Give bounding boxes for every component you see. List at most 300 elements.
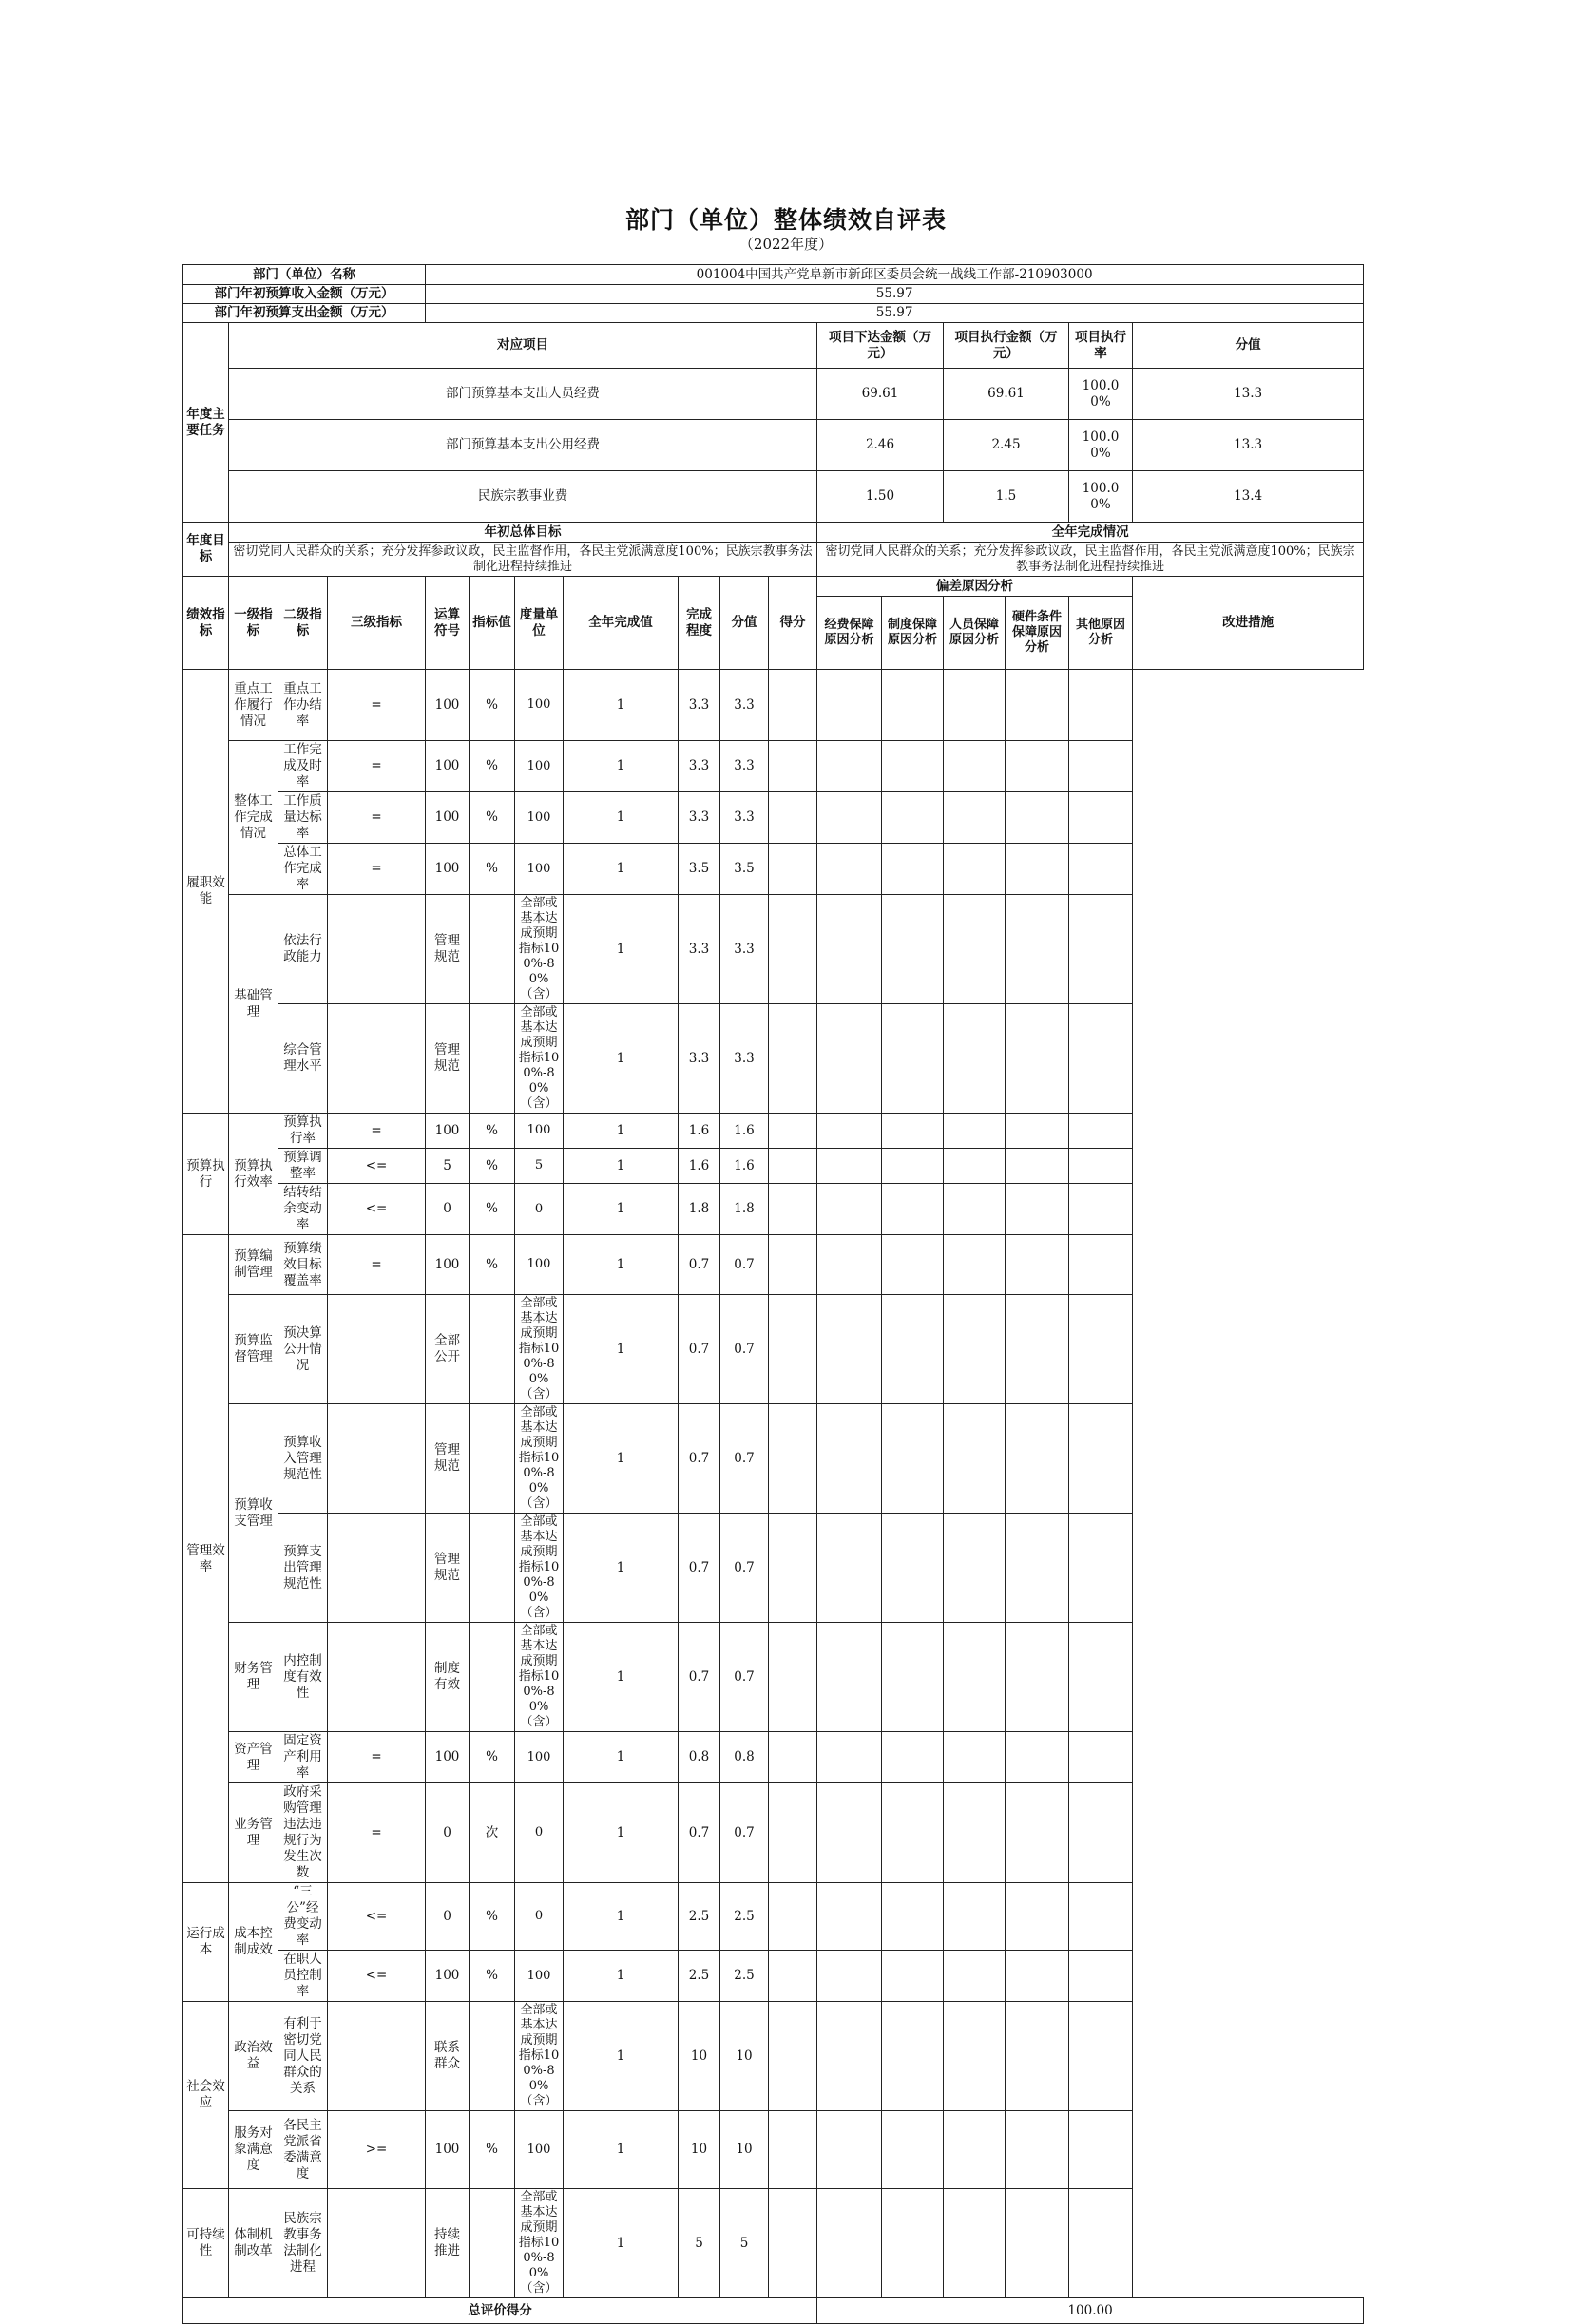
task-score-value: 13.3 (1133, 369, 1364, 420)
goals-completion-text: 密切党同人民群众的关系；充分发挥参政议政，民主监督作用，各民主党派满意度100%；民族宗教事务法制化进程持续推进 (817, 543, 1364, 577)
system-cell (817, 1235, 882, 1295)
system-cell (817, 1951, 882, 2002)
indicator-row (183, 1184, 1364, 1235)
completion-value-cell: 全部或基本达成预期指标100%-80%（含） (515, 2189, 564, 2298)
indicator-row (183, 670, 1364, 741)
target-cell: 0 (426, 1883, 470, 1951)
indicator-row (183, 895, 1364, 1004)
level2-cell: 预算收支管理 (229, 1404, 278, 1623)
operator-cell (328, 1004, 426, 1114)
level3-cell: 有利于密切党同人民群众的关系 (278, 2002, 328, 2111)
unit-cell: % (470, 741, 515, 792)
task-rate: 100.00% (1069, 369, 1133, 420)
operator-cell: = (328, 792, 426, 844)
completion-degree-cell: 1 (564, 1235, 679, 1295)
budget-income-value: 55.97 (426, 285, 1364, 304)
target-cell: 0 (426, 1184, 470, 1235)
improvement-cell (1069, 1295, 1133, 1404)
hardware-cell (944, 1149, 1006, 1184)
completion-value-cell: 0 (515, 1184, 564, 1235)
unit-cell: % (470, 1149, 515, 1184)
operator-cell: = (328, 1783, 426, 1883)
score-value-cell: 3.3 (679, 1004, 720, 1114)
completion-degree-cell: 1 (564, 2189, 679, 2298)
hardware-cell (944, 1235, 1006, 1295)
col-completion-value: 全年完成值 (564, 577, 679, 670)
other-cell (1006, 1951, 1069, 2002)
hardware-cell (944, 1295, 1006, 1404)
score-cell: 3.3 (720, 792, 769, 844)
funding-cell (769, 2189, 817, 2298)
completion-degree-cell: 1 (564, 1114, 679, 1149)
hardware-cell (944, 2111, 1006, 2189)
level3-cell: 预算收入管理规范性 (278, 1404, 328, 1514)
task-rate: 100.00% (1069, 420, 1133, 471)
funding-cell (769, 741, 817, 792)
funding-cell (769, 1883, 817, 1951)
operator-cell (328, 1514, 426, 1623)
improvement-cell (1069, 1114, 1133, 1149)
level2-cell: 成本控制成效 (229, 1883, 278, 2002)
goals-completion-header: 全年完成情况 (817, 523, 1364, 543)
other-cell (1006, 741, 1069, 792)
level3-cell: “三公”经费变动率 (278, 1883, 328, 1951)
score-value-cell: 2.5 (679, 1951, 720, 2002)
budget-income-label: 部门年初预算收入金额（万元） (183, 285, 426, 304)
other-cell (1006, 895, 1069, 1004)
completion-degree-cell: 1 (564, 1514, 679, 1623)
improvement-cell (1069, 1404, 1133, 1514)
target-cell: 5 (426, 1149, 470, 1184)
unit-cell: % (470, 2111, 515, 2189)
other-cell (1006, 1623, 1069, 1732)
score-cell: 0.7 (720, 1623, 769, 1732)
level2-cell: 预算监督管理 (229, 1295, 278, 1404)
completion-degree-cell: 1 (564, 670, 679, 741)
target-cell: 管理规范 (426, 1514, 470, 1623)
target-cell: 制度有效 (426, 1623, 470, 1732)
system-cell (817, 1623, 882, 1732)
level1-cell: 履职效能 (183, 670, 229, 1114)
goals-initial-header: 年初总体目标 (229, 523, 817, 543)
task-score-value: 13.3 (1133, 420, 1364, 471)
funding-cell (769, 2111, 817, 2189)
improvement-cell (1069, 1951, 1133, 2002)
level2-cell: 业务管理 (229, 1783, 278, 1883)
improvement-cell (1069, 741, 1133, 792)
col-operator: 运算符号 (426, 577, 470, 670)
target-cell: 管理规范 (426, 1004, 470, 1114)
hardware-cell (944, 741, 1006, 792)
target-cell: 100 (426, 1114, 470, 1149)
funding-cell (769, 2002, 817, 2111)
target-cell: 管理规范 (426, 1404, 470, 1514)
task-row (183, 420, 1364, 471)
target-cell: 100 (426, 844, 470, 895)
other-cell (1006, 1149, 1069, 1184)
completion-value-cell: 100 (515, 741, 564, 792)
goals-initial-text: 密切党同人民群众的关系；充分发挥参政议政，民主监督作用，各民主党派满意度100%；民族宗教事务法制化进程持续推进 (229, 543, 817, 577)
personnel-cell (882, 1514, 944, 1623)
funding-cell (769, 1004, 817, 1114)
funding-cell (769, 1404, 817, 1514)
indicator-row (183, 1514, 1364, 1623)
improvement-cell (1069, 1514, 1133, 1623)
completion-value-cell: 100 (515, 1951, 564, 2002)
other-cell (1006, 1883, 1069, 1951)
score-cell: 3.3 (720, 1004, 769, 1114)
col-other: 其他原因分析 (1069, 597, 1133, 670)
improvement-cell (1069, 792, 1133, 844)
system-cell (817, 1149, 882, 1184)
tasks-col-project: 对应项目 (229, 323, 817, 369)
completion-value-cell: 100 (515, 1114, 564, 1149)
score-value-cell: 0.7 (679, 1783, 720, 1883)
target-cell: 100 (426, 1951, 470, 2002)
personnel-cell (882, 792, 944, 844)
score-cell: 10 (720, 2111, 769, 2189)
task-row (183, 471, 1364, 523)
indicator-row (183, 2002, 1364, 2111)
completion-degree-cell: 1 (564, 1783, 679, 1883)
system-cell (817, 1004, 882, 1114)
budget-expense-value: 55.97 (426, 304, 1364, 323)
system-cell (817, 1514, 882, 1623)
personnel-cell (882, 1623, 944, 1732)
level3-cell: 预算调整率 (278, 1149, 328, 1184)
level2-cell: 财务管理 (229, 1623, 278, 1732)
operator-cell: >= (328, 2111, 426, 2189)
indicator-row (183, 1295, 1364, 1404)
other-cell (1006, 1114, 1069, 1149)
funding-cell (769, 1114, 817, 1149)
task-name: 民族宗教事业费 (229, 471, 817, 523)
system-cell (817, 844, 882, 895)
completion-degree-cell: 1 (564, 1295, 679, 1404)
completion-degree-cell: 1 (564, 1623, 679, 1732)
system-cell (817, 1783, 882, 1883)
score-cell: 3.3 (720, 895, 769, 1004)
funding-cell (769, 1951, 817, 2002)
personnel-cell (882, 1235, 944, 1295)
score-value-cell: 0.7 (679, 1404, 720, 1514)
col-score-value: 分值 (720, 577, 769, 670)
unit-cell: % (470, 1184, 515, 1235)
score-cell: 3.5 (720, 844, 769, 895)
col-hardware: 硬件条件保障原因分析 (1006, 597, 1069, 670)
completion-degree-cell: 1 (564, 1404, 679, 1514)
operator-cell: <= (328, 1883, 426, 1951)
tasks-col-executed: 项目执行金额（万元） (944, 323, 1069, 369)
personnel-cell (882, 1149, 944, 1184)
score-value-cell: 0.7 (679, 1295, 720, 1404)
personnel-cell (882, 1883, 944, 1951)
system-cell (817, 2111, 882, 2189)
level2-cell: 资产管理 (229, 1732, 278, 1783)
col-improvement: 改进措施 (1133, 577, 1364, 670)
operator-cell: <= (328, 1149, 426, 1184)
unit-cell (470, 1004, 515, 1114)
tasks-section-label: 年度主要任务 (183, 323, 229, 523)
score-cell: 2.5 (720, 1883, 769, 1951)
completion-degree-cell: 1 (564, 2111, 679, 2189)
task-name: 部门预算基本支出公用经费 (229, 420, 817, 471)
personnel-cell (882, 741, 944, 792)
score-value-cell: 3.5 (679, 844, 720, 895)
improvement-cell (1069, 895, 1133, 1004)
target-cell: 管理规范 (426, 895, 470, 1004)
level1-cell: 可持续性 (183, 2189, 229, 2298)
personnel-cell (882, 2111, 944, 2189)
improvement-cell (1069, 1783, 1133, 1883)
completion-value-cell: 全部或基本达成预期指标100%-80%（含） (515, 895, 564, 1004)
score-value-cell: 10 (679, 2111, 720, 2189)
completion-degree-cell: 1 (564, 741, 679, 792)
level3-cell: 政府采购管理违法违规行为发生次数 (278, 1783, 328, 1883)
tasks-col-rate: 项目执行率 (1069, 323, 1133, 369)
funding-cell (769, 1149, 817, 1184)
completion-value-cell: 100 (515, 792, 564, 844)
hardware-cell (944, 1114, 1006, 1149)
unit-cell (470, 1295, 515, 1404)
total-score-label: 总评价得分 (183, 2298, 817, 2324)
completion-degree-cell: 1 (564, 1951, 679, 2002)
target-cell: 全部公开 (426, 1295, 470, 1404)
indicator-row (183, 792, 1364, 844)
hardware-cell (944, 1184, 1006, 1235)
completion-value-cell: 全部或基本达成预期指标100%-80%（含） (515, 1514, 564, 1623)
hardware-cell (944, 670, 1006, 741)
target-cell: 100 (426, 670, 470, 741)
level2-cell: 预算编制管理 (229, 1235, 278, 1295)
operator-cell: = (328, 1235, 426, 1295)
task-allocated: 1.50 (817, 471, 944, 523)
score-value-cell: 0.8 (679, 1732, 720, 1783)
funding-cell (769, 1235, 817, 1295)
personnel-cell (882, 1404, 944, 1514)
unit-name-label: 部门（单位）名称 (183, 265, 426, 285)
hardware-cell (944, 1951, 1006, 2002)
funding-cell (769, 792, 817, 844)
operator-cell: = (328, 844, 426, 895)
task-executed: 2.45 (944, 420, 1069, 471)
completion-value-cell: 100 (515, 670, 564, 741)
system-cell (817, 741, 882, 792)
funding-cell (769, 1783, 817, 1883)
unit-cell (470, 1623, 515, 1732)
hardware-cell (944, 844, 1006, 895)
col-level2: 二级指标 (278, 577, 328, 670)
indicator-row (183, 1623, 1364, 1732)
improvement-cell (1069, 2002, 1133, 2111)
operator-cell: = (328, 1114, 426, 1149)
score-cell: 0.7 (720, 1783, 769, 1883)
indicator-row (183, 844, 1364, 895)
level2-cell: 整体工作完成情况 (229, 741, 278, 895)
col-personnel: 人员保障原因分析 (944, 597, 1006, 670)
personnel-cell (882, 1114, 944, 1149)
unit-cell: % (470, 1951, 515, 2002)
personnel-cell (882, 1295, 944, 1404)
level3-cell: 重点工作办结率 (278, 670, 328, 741)
level3-cell: 在职人员控制率 (278, 1951, 328, 2002)
score-cell: 0.8 (720, 1732, 769, 1783)
evaluation-table-wrapper (182, 264, 1359, 2324)
indicators-section-label: 绩效指标 (183, 577, 229, 670)
personnel-cell (882, 1951, 944, 2002)
funding-cell (769, 670, 817, 741)
other-cell (1006, 1514, 1069, 1623)
score-cell: 10 (720, 2002, 769, 2111)
other-cell (1006, 2111, 1069, 2189)
operator-cell (328, 2002, 426, 2111)
score-value-cell: 3.3 (679, 895, 720, 1004)
target-cell: 100 (426, 1732, 470, 1783)
level3-cell: 预算支出管理规范性 (278, 1514, 328, 1623)
unit-cell: % (470, 670, 515, 741)
other-cell (1006, 2189, 1069, 2298)
unit-cell: % (470, 1883, 515, 1951)
score-value-cell: 0.7 (679, 1235, 720, 1295)
indicator-row (183, 1149, 1364, 1184)
col-level1: 一级指标 (229, 577, 278, 670)
completion-degree-cell: 1 (564, 792, 679, 844)
budget-expense-label: 部门年初预算支出金额（万元） (183, 304, 426, 323)
score-value-cell: 0.7 (679, 1623, 720, 1732)
operator-cell: = (328, 1732, 426, 1783)
hardware-cell (944, 2189, 1006, 2298)
completion-degree-cell: 1 (564, 1184, 679, 1235)
completion-degree-cell: 1 (564, 844, 679, 895)
target-cell: 100 (426, 2111, 470, 2189)
level2-cell: 重点工作履行情况 (229, 670, 278, 741)
operator-cell (328, 2189, 426, 2298)
unit-cell: 次 (470, 1783, 515, 1883)
completion-value-cell: 100 (515, 1732, 564, 1783)
operator-cell: = (328, 670, 426, 741)
operator-cell (328, 895, 426, 1004)
unit-cell: % (470, 844, 515, 895)
completion-value-cell: 全部或基本达成预期指标100%-80%（含） (515, 1004, 564, 1114)
task-rate: 100.00% (1069, 471, 1133, 523)
indicator-row (183, 741, 1364, 792)
target-cell: 100 (426, 792, 470, 844)
indicator-row (183, 1883, 1364, 1951)
task-executed: 69.61 (944, 369, 1069, 420)
system-cell (817, 670, 882, 741)
funding-cell (769, 1295, 817, 1404)
score-cell: 0.7 (720, 1404, 769, 1514)
unit-cell: % (470, 1114, 515, 1149)
indicator-row (183, 1732, 1364, 1783)
task-executed: 1.5 (944, 471, 1069, 523)
improvement-cell (1069, 1235, 1133, 1295)
system-cell (817, 1295, 882, 1404)
improvement-cell (1069, 1732, 1133, 1783)
operator-cell: = (328, 741, 426, 792)
system-cell (817, 1404, 882, 1514)
level3-cell: 结转结余变动率 (278, 1184, 328, 1235)
system-cell (817, 2189, 882, 2298)
deviation-header: 偏差原因分析 (817, 577, 1133, 597)
task-name: 部门预算基本支出人员经费 (229, 369, 817, 420)
hardware-cell (944, 2002, 1006, 2111)
other-cell (1006, 1235, 1069, 1295)
hardware-cell (944, 792, 1006, 844)
target-cell: 持续推进 (426, 2189, 470, 2298)
operator-cell (328, 1404, 426, 1514)
level2-cell: 预算执行效率 (229, 1114, 278, 1235)
score-cell: 0.7 (720, 1295, 769, 1404)
personnel-cell (882, 1732, 944, 1783)
task-allocated: 2.46 (817, 420, 944, 471)
completion-value-cell: 全部或基本达成预期指标100%-80%（含） (515, 2002, 564, 2111)
completion-value-cell: 100 (515, 1235, 564, 1295)
unit-cell (470, 895, 515, 1004)
system-cell (817, 1184, 882, 1235)
other-cell (1006, 1184, 1069, 1235)
page-title: 部门（单位）整体绩效自评表 (624, 206, 947, 234)
score-value-cell: 2.5 (679, 1883, 720, 1951)
hardware-cell (944, 1404, 1006, 1514)
score-value-cell: 10 (679, 2002, 720, 2111)
completion-value-cell: 全部或基本达成预期指标100%-80%（含） (515, 1623, 564, 1732)
other-cell (1006, 844, 1069, 895)
score-value-cell: 1.6 (679, 1149, 720, 1184)
improvement-cell (1069, 2111, 1133, 2189)
completion-value-cell: 0 (515, 1783, 564, 1883)
score-cell: 0.7 (720, 1514, 769, 1623)
funding-cell (769, 844, 817, 895)
other-cell (1006, 1295, 1069, 1404)
completion-value-cell: 100 (515, 2111, 564, 2189)
personnel-cell (882, 2002, 944, 2111)
indicator-row (183, 1004, 1364, 1114)
funding-cell (769, 895, 817, 1004)
operator-cell: <= (328, 1184, 426, 1235)
col-completion-degree: 完成程度 (679, 577, 720, 670)
completion-value-cell: 全部或基本达成预期指标100%-80%（含） (515, 1404, 564, 1514)
score-value-cell: 1.8 (679, 1184, 720, 1235)
score-cell: 0.7 (720, 1235, 769, 1295)
col-target: 指标值 (470, 577, 515, 670)
task-row (183, 369, 1364, 420)
level1-cell: 社会效应 (183, 2002, 229, 2189)
level3-cell: 工作完成及时率 (278, 741, 328, 792)
system-cell (817, 895, 882, 1004)
hardware-cell (944, 1623, 1006, 1732)
level3-cell: 固定资产利用率 (278, 1732, 328, 1783)
personnel-cell (882, 844, 944, 895)
level3-cell: 依法行政能力 (278, 895, 328, 1004)
score-cell: 5 (720, 2189, 769, 2298)
improvement-cell (1069, 2189, 1133, 2298)
level1-cell: 管理效率 (183, 1235, 229, 1883)
score-cell: 1.8 (720, 1184, 769, 1235)
unit-cell (470, 1404, 515, 1514)
other-cell (1006, 1732, 1069, 1783)
score-value-cell: 1.6 (679, 1114, 720, 1149)
other-cell (1006, 2002, 1069, 2111)
completion-degree-cell: 1 (564, 1149, 679, 1184)
indicator-row (183, 1404, 1364, 1514)
system-cell (817, 792, 882, 844)
improvement-cell (1069, 1149, 1133, 1184)
level2-cell: 服务对象满意度 (229, 2111, 278, 2189)
level2-cell: 基础管理 (229, 895, 278, 1114)
score-value-cell: 0.7 (679, 1514, 720, 1623)
indicator-row (183, 1114, 1364, 1149)
